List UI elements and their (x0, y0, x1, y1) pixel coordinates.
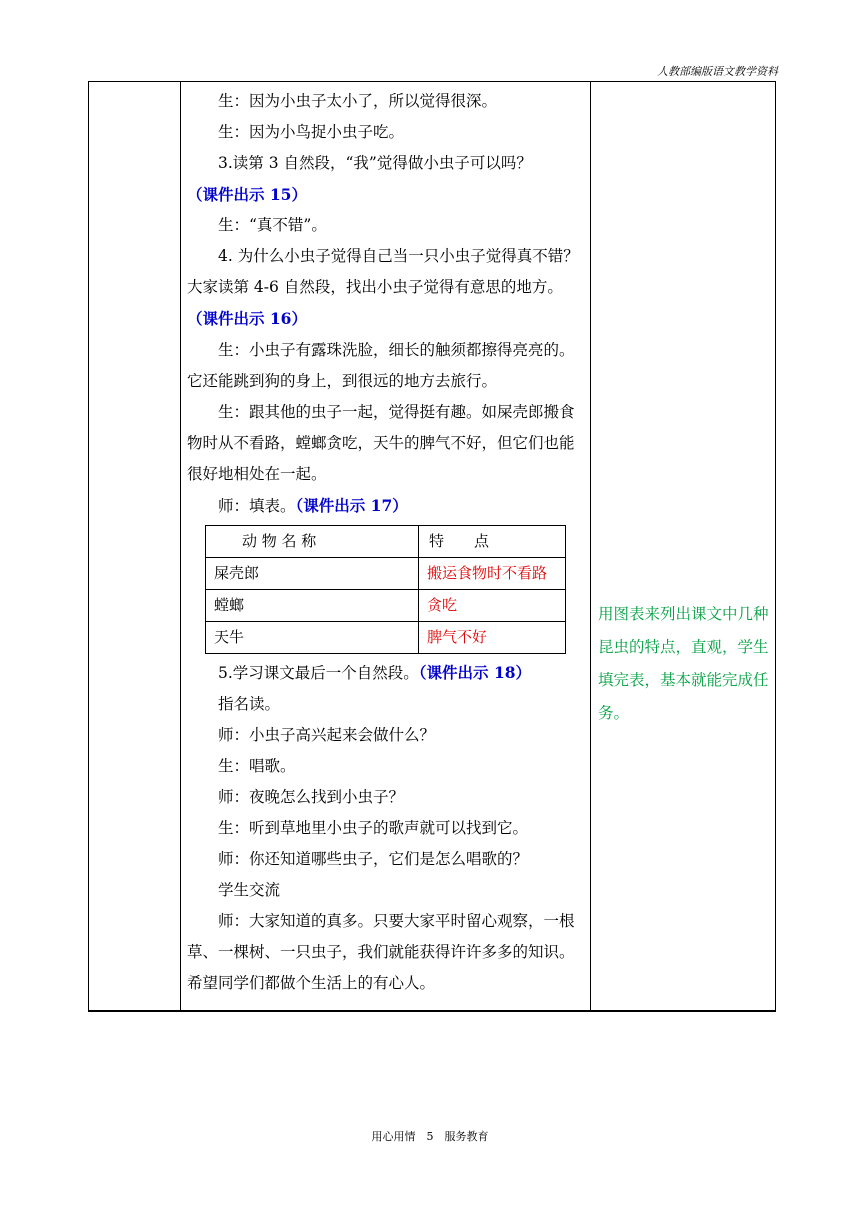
text-paragraph: 生：跟其他的虫子一起，觉得挺有趣。如屎壳郎搬食物时从不看路，螳螂贪吃，天牛的脾气不好，但它们也能很好地相处在一起。 (187, 403, 575, 483)
animal-trait-cell: 贪吃 (419, 590, 566, 622)
text-line: 师：小虫子高兴起来会做什么？ (218, 726, 436, 744)
header-note: 人教部编版语文教学资料 (657, 65, 778, 78)
courseware-tag: （课件出示 15） (187, 185, 307, 204)
animal-trait-cell: 脾气不好 (419, 622, 566, 654)
text-line: 师：你还知道哪些虫子，它们是怎么唱歌的？ (218, 850, 529, 868)
courseware-tag: （课件出示 17） (295, 496, 408, 515)
table-row (206, 590, 566, 622)
animal-name-cell: 螳螂 (206, 590, 419, 622)
animal-trait-cell: 搬运食物时不看路 (419, 558, 566, 590)
table-header-cell: 动 物 名 称 (206, 526, 419, 558)
animal-name-cell: 天牛 (206, 622, 419, 654)
text-line: 师：夜晚怎么找到小虫子？ (218, 788, 405, 806)
table-header-row (206, 526, 566, 558)
table-header-cell: 特 点 (419, 526, 566, 558)
text-paragraph: 师：大家知道的真多。只要大家平时留心观察，一根草、一棵树、一只虫子，我们就能获得许许多多的知识。希望同学们都做个生活上的有心人。 (187, 912, 575, 992)
text-line: 生：听到草地里小虫子的歌声就可以找到它。 (218, 819, 529, 837)
text-line: 学生交流 (218, 881, 281, 899)
text-paragraph (187, 241, 582, 335)
text-line: 指名读。 (218, 695, 281, 713)
table-row (206, 558, 566, 590)
text-line: 生：因为小虫子太小了，所以觉得很深。 (218, 92, 498, 110)
text-span: 5.学习课文最后一个自然段。 (218, 664, 419, 682)
table-row (206, 622, 566, 654)
lesson-content (187, 86, 582, 999)
column-divider-left (180, 81, 181, 1010)
text-line: 生：唱歌。 (218, 757, 296, 775)
animal-name-cell: 屎壳郎 (206, 558, 419, 590)
page-footer: 用心用情 5 服务教育 (371, 1130, 489, 1143)
column-divider-right (590, 81, 591, 1010)
courseware-tag: （课件出示 18） (418, 663, 532, 682)
text-paragraph: 生：小虫子有露珠洗脸，细长的触须都擦得亮亮的。它还能跳到狗的身上，到很远的地方去旅行。 (187, 341, 575, 390)
courseware-tag: （课件出示 16） (187, 309, 307, 328)
text-line (187, 490, 582, 522)
text-line: 生：“真不错”。 (218, 216, 327, 234)
text-line: 生：因为小鸟捉小虫子吃。 (218, 123, 405, 141)
insect-traits-table (205, 525, 566, 654)
design-note: 用图表来列出课文中几种昆虫的特点，直观，学生填完表，基本就能完成任务。 (598, 605, 769, 722)
text-line (187, 657, 582, 689)
text-line: 3.读第 3 自然段，“我”觉得做小虫子可以吗？ (218, 154, 532, 172)
text-span: 4. 为什么小虫子觉得自己当一只小虫子觉得真不错？大家读第 4-6 自然段，找出小虫子觉得有意思的地方。 (187, 247, 579, 296)
text-span: 师：填表。 (218, 497, 296, 515)
